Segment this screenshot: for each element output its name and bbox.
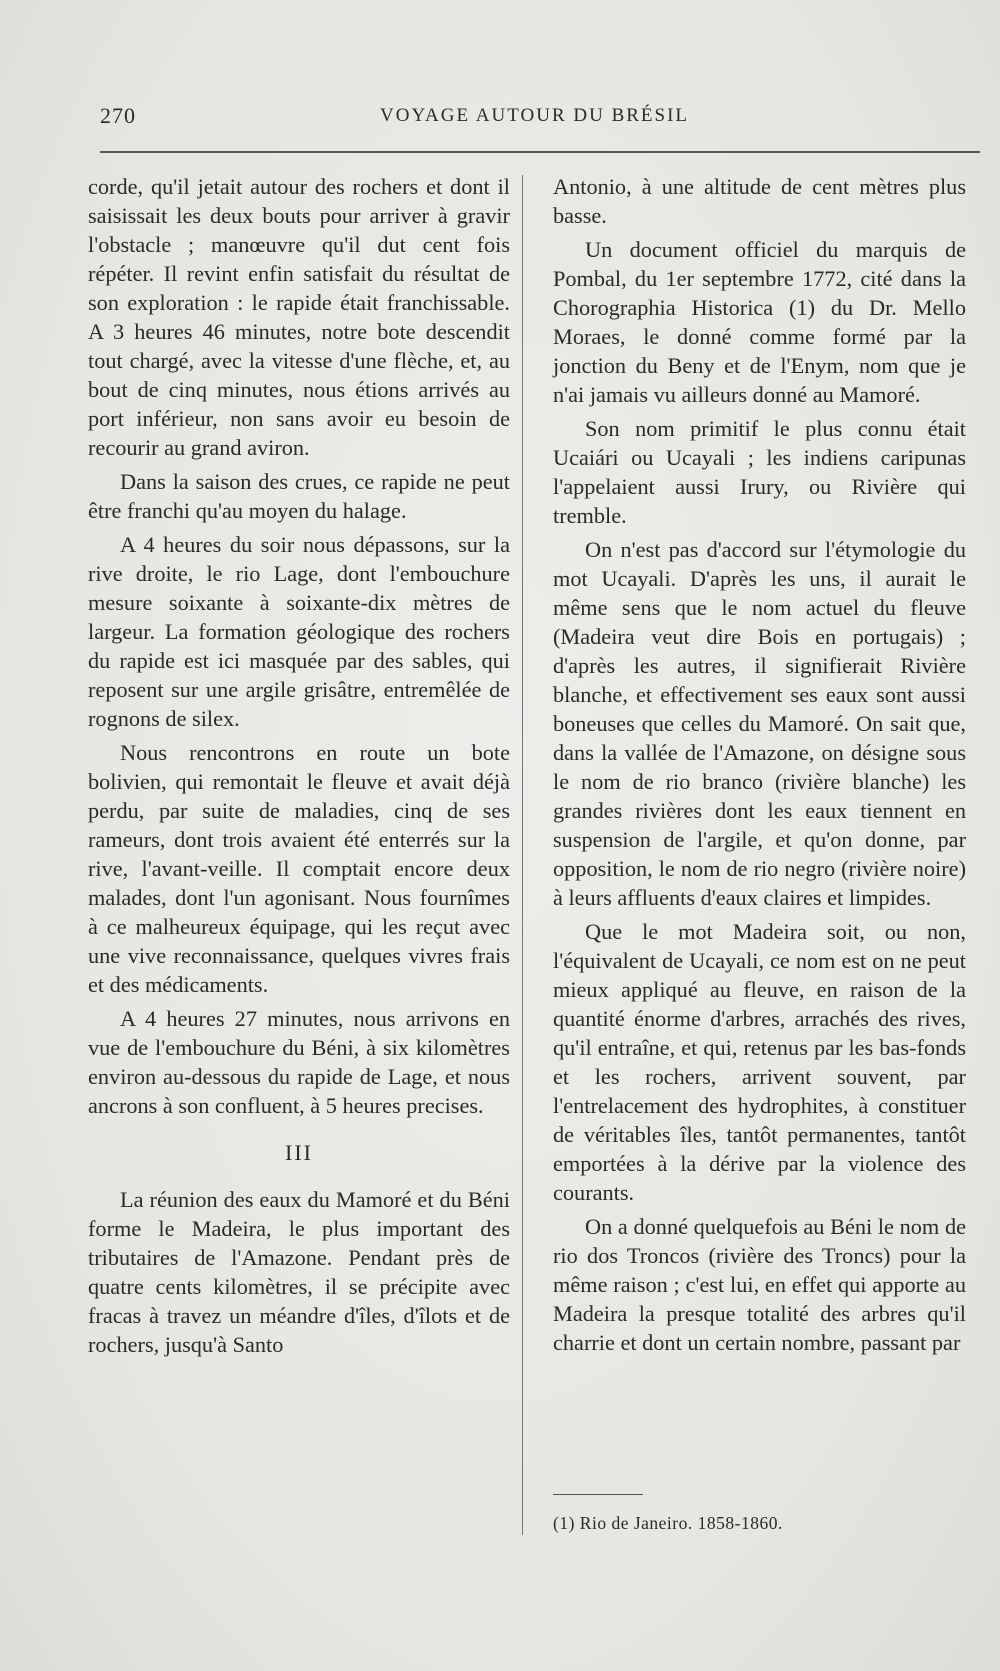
paragraph: Un document officiel du marquis de Pombal, du 1er septembre 1772, cité dans la Chorographia Historica (1) du Dr. Mello Moraes, le donné comme formé par la jonction du Beny et de l'Enym, nom que je n'ai jamais vu ailleurs donné au Mamoré.: [553, 237, 966, 407]
paragraph: Nous rencontrons en route un bote bolivien, qui remontait le fleuve et avait déjà perdu, par suite de maladies, cinq de ses rameurs, dont trois avaient été enterrés sur la rive, l'avant-veille. Il comptait encore deux malades, dont l'un agonisant. Nous fournîmes à ce malheureux équipage, qui les reçut avec une vive reconnaissance, quelques vivres frais et des médicaments.: [88, 740, 510, 997]
paragraph: On n'est pas d'accord sur l'étymologie du mot Ucayali. D'après les uns, il aurait le même sens que le nom actuel du fleuve (Madeira veut dire Bois en portugais) ; d'après les autres, il signifierait Rivière blanche, et effectivement ses eaux sont aussi boneuses que celles du Mamoré. On sait que, dans la vallée de l'Amazone, on désigne sous le nom de rio branco (rivière blanche) les grandes rivières dont les eaux tiennent en suspension de l'argile, et qu'on donne, par opposition, le nom de rio negro (rivière noire) à leurs affluents d'eaux claires et limpides.: [553, 537, 966, 910]
paragraph: La réunion des eaux du Mamoré et du Béni forme le Madeira, le plus important des tributaires de l'Amazone. Pendant près de quatre cents kilomètres, il se précipite avec fracas à travez un méandre d'îles, d'îlots et de rochers, jusqu'à Santo: [88, 1187, 510, 1357]
footnote: (1) Rio de Janeiro. 1858-1860.: [553, 1513, 783, 1533]
left-column: [88, 172, 510, 1364]
footnote-rule: [553, 1494, 643, 1495]
paragraph: Que le mot Madeira soit, ou non, l'équivalent de Ucayali, ce nom est on ne peut mieux appliqué au fleuve, en raison de la quantité énorme d'arbres, arrachés des rives, qu'il entraîne, et qui, retenus par les bas-fonds et les rochers, arrivent souvent, par l'entrelacement des hydrophites, à constituer de véritables îles, tantôt permanentes, tantôt emportées à la dérive par la violence des courants.: [553, 919, 966, 1205]
paragraph: Son nom primitif le plus connu était Ucaiári ou Ucayali ; les indiens caripunas l'appelaient aussi Irury, ou Rivière qui tremble.: [553, 416, 966, 528]
right-column: [553, 172, 966, 1362]
header-rule: [100, 151, 980, 153]
running-title: VOYAGE AUTOUR DU BRÉSIL: [380, 105, 690, 126]
paragraph: On a donné quelquefois au Béni le nom de rio dos Troncos (rivière des Troncs) pour la même raison ; c'est lui, en effet qui apporte au Madeira la presque totalité des arbres qu'il charrie et dont un certain nombre, passant par: [553, 1214, 966, 1355]
paragraph: Antonio, à une altitude de cent mètres plus basse.: [553, 174, 966, 228]
column-divider: [522, 175, 523, 1535]
paragraph: corde, qu'il jetait autour des rochers et dont il saisissait les deux bouts pour arriver à gravir l'obstacle ; manœuvre qu'il dut cent fois répéter. Il revint enfin satisfait du résultat de son exploration : le rapide était franchissable. A 3 heures 46 minutes, notre bote descendit tout chargé, avec la vitesse d'une flèche, et, au bout de cinq minutes, nous étions arrivés au port inférieur, non sans avoir eu besoin de recourir au grand aviron.: [88, 174, 510, 460]
paragraph: A 4 heures du soir nous dépassons, sur la rive droite, le rio Lage, dont l'embouchure mesure soixante à soixante-dix mètres de largeur. La formation géologique des rochers du rapide est ici masquée par des sables, qui reposent sur une argile grisâtre, entremêlée de rognons de silex.: [88, 532, 510, 731]
page-number: 270: [100, 103, 136, 128]
paragraph: Dans la saison des crues, ce rapide ne peut être franchi qu'au moyen du halage.: [88, 469, 510, 523]
paragraph: A 4 heures 27 minutes, nous arrivons en vue de l'embouchure du Béni, à six kilomètres environ au-dessous du rapide de Lage, et nous ancrons à son confluent, à 5 heures precises.: [88, 1006, 510, 1118]
section-heading: III: [285, 1140, 313, 1165]
page-header: [100, 103, 980, 133]
